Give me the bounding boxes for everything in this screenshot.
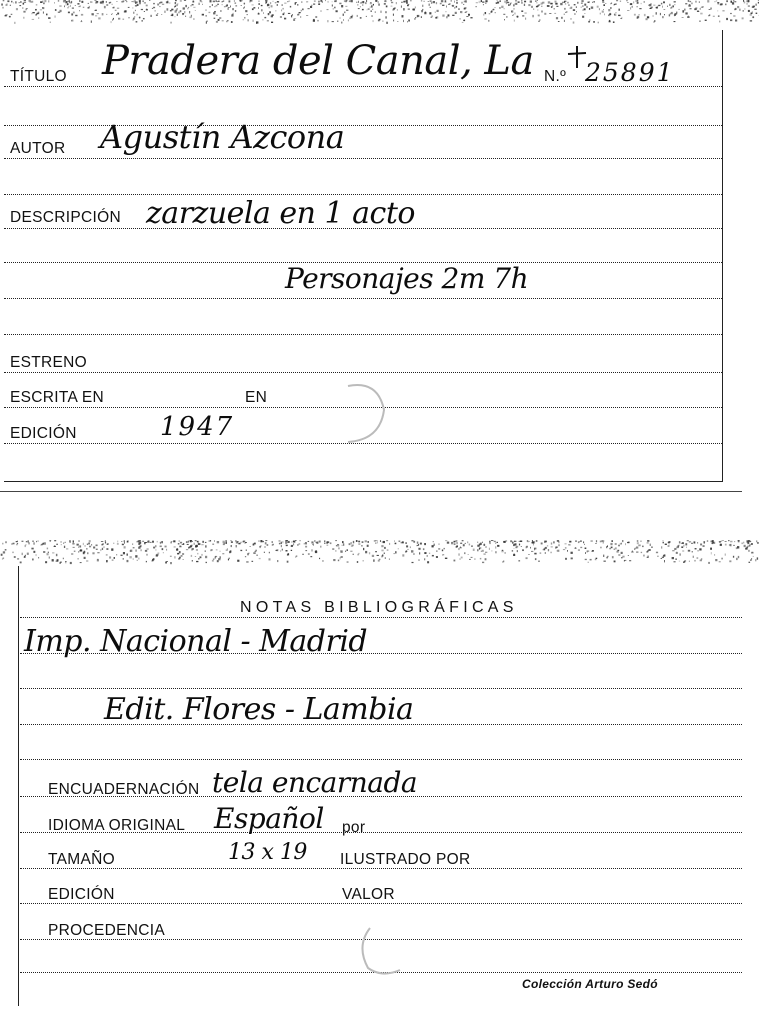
ruled-line [20,617,742,618]
tamano-label: TAMAÑO [48,851,115,868]
ruled-line [4,334,722,335]
autor-value: Agustín Azcona [100,118,345,156]
valor-label: VALOR [342,886,395,903]
numero-value: 25891 [585,58,675,87]
torn-edge-texture [0,0,759,30]
ruled-line [20,759,742,760]
tamano-value: 13 x 19 [228,840,307,865]
collection-footer: Colección Arturo Sedó [522,977,658,991]
procedencia-label: PROCEDENCIA [48,922,165,939]
autor-label: AUTOR [10,140,66,157]
titulo-value: Pradera del Canal, La [102,38,534,84]
cross-mark-icon [566,44,588,70]
note-line-1: Imp. Nacional - Madrid [24,624,368,659]
descripcion-label: DESCRIPCIÓN [10,209,121,226]
edicion-label-back: EDICIÓN [48,886,115,903]
front-card [0,0,759,492]
ruled-line [4,372,722,373]
ruled-line [4,194,722,195]
escrita-en-label: ESCRITA EN [10,389,105,406]
encuadernacion-label: ENCUADERNACIÓN [48,781,200,798]
titulo-label: TÍTULO [10,68,67,85]
edicion-label: EDICIÓN [10,425,77,442]
card-right-edge [722,30,723,482]
edicion-value: 1947 [160,412,235,442]
note-line-2: Edit. Flores - Lambia [104,692,414,727]
ruled-line [4,298,722,299]
descripcion-value: zarzuela en 1 acto [146,196,415,231]
faint-stamp [352,920,422,980]
en-label: EN [245,389,268,406]
torn-edge-texture [0,540,759,570]
ilustrado-label: ILUSTRADO POR [340,851,471,868]
back-card [0,540,759,1028]
faint-stamp [318,380,398,450]
por-label: por [342,819,366,836]
encuadernacion-value: tela encarnada [212,766,418,799]
card-left-edge [18,566,19,1006]
ruled-line [20,688,742,689]
ruled-line [4,158,722,159]
ruled-line [4,481,722,482]
card-bottom-edge [0,491,742,492]
idioma-value: Español [214,802,324,835]
estreno-label: ESTRENO [10,354,88,371]
numero-label: N.º [544,68,567,85]
notas-heading: NOTAS BIBLIOGRÁFICAS [240,599,518,616]
idioma-label: IDIOMA ORIGINAL [48,817,186,834]
personajes-value: Personajes 2m 7h [285,262,529,295]
